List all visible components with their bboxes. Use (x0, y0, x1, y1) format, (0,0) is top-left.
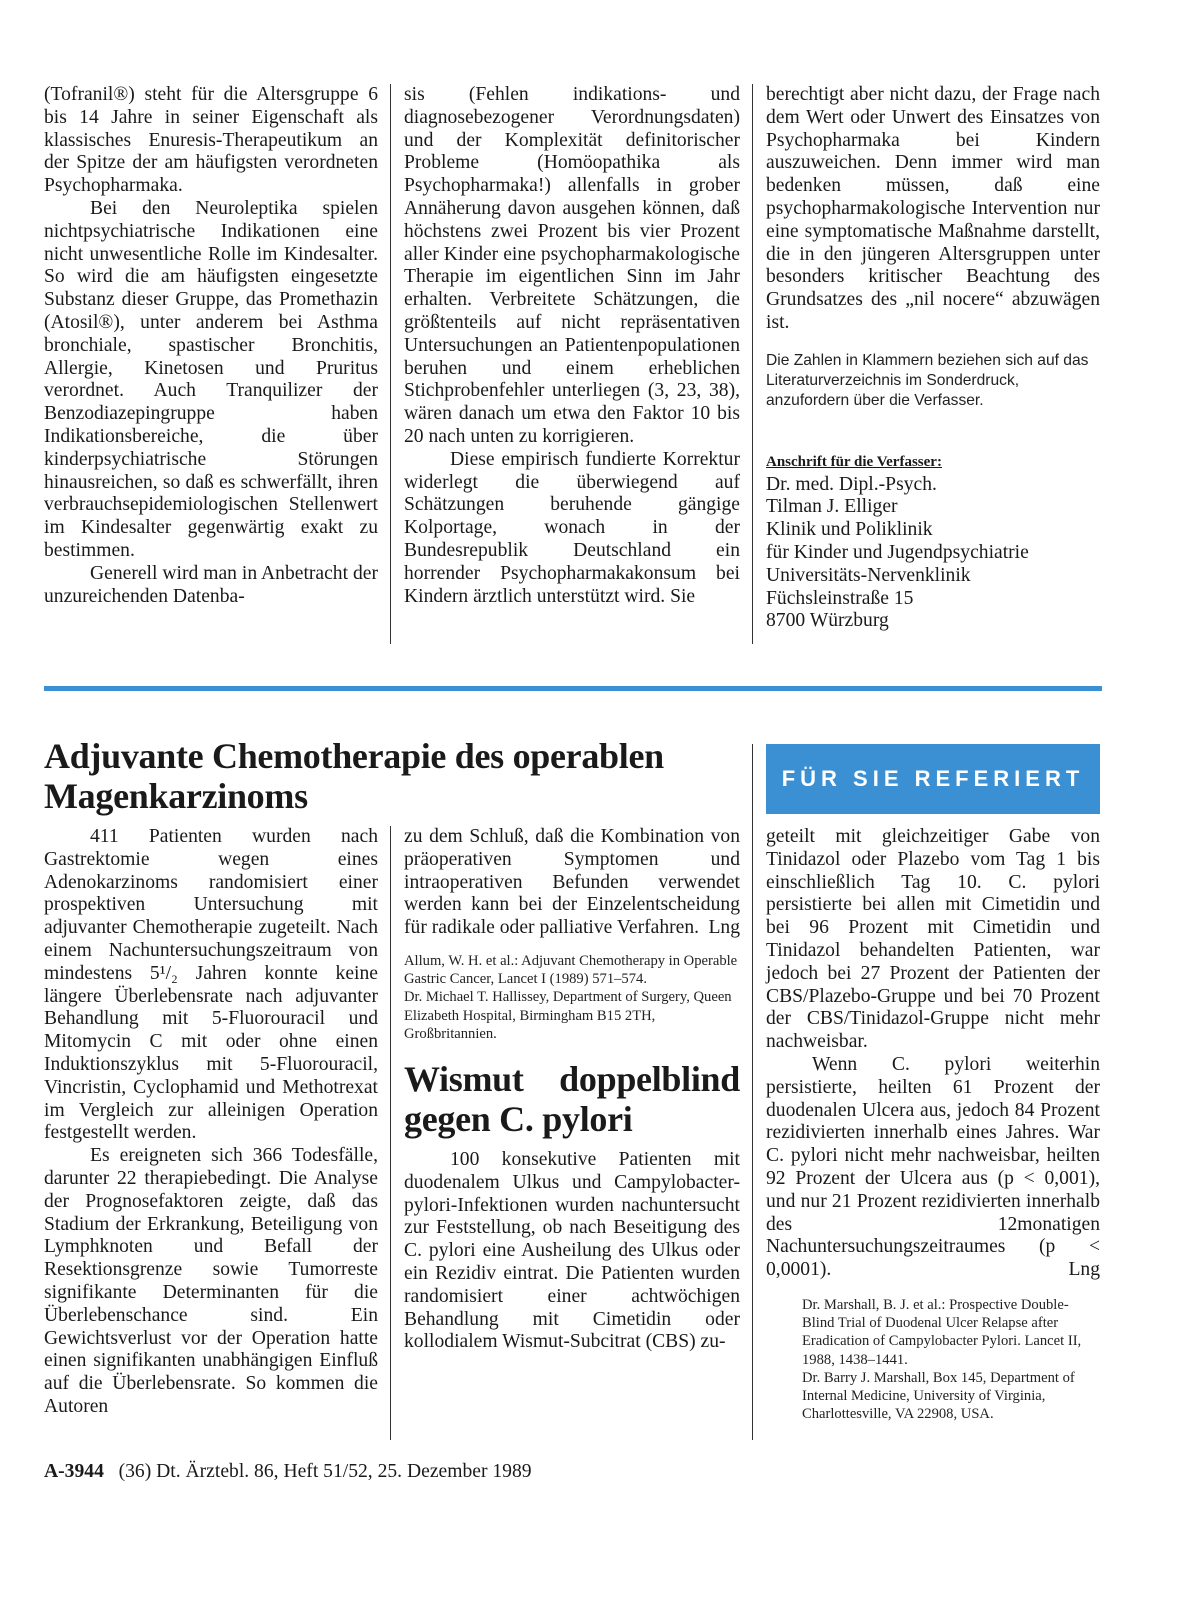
address-line: 8700 Würzburg (766, 610, 889, 632)
top-column-2 (404, 84, 740, 608)
address-line: für Kinder und Jugendpsychiatrie (766, 541, 1029, 563)
reference: Dr. Marshall, B. J. et al.: Prospective Double-Blind Trial of Duodenal Ulcer Relapse after Eradication of Campylobacter Pylori. Lancet II, 1988, 1438–1441. (802, 1296, 1082, 1368)
section-badge (766, 744, 1100, 814)
paragraph: Diese empirisch fundierte Korrektur widerlegt die überwiegend auf Schätzungen beruhende gängige Kolportage, wonach in der Bundesrepublik Deutschland ein horrender Psychopharmakakonsum bei Kindern ärztlich unterstützt wird. Sie (404, 448, 740, 607)
address-line: Dr. med. Dipl.-Psych. (766, 473, 937, 495)
paragraph: Generell wird man in Anbetracht der unzureichenden Datenba- (44, 562, 378, 607)
paragraph: sis (Fehlen indikations- und diagnosebezogener Verordnungsdaten) und der Komplexität definitorischer Probleme (Homöopathika als Psychopharmaka!) allenfalls in grober Annäherung davon ausgehen können, daß höchstens zwei Prozent bis vier Prozent aller Kinder eine psychopharmakologische Therapie im eigentlichen Sinn im Jahr erhalten. Verbreitete Schätzungen, die größtenteils auf nicht repräsentativen Untersuchungen an Patientenpopulationen beruhen und einem erheblichen Stichprobenfehler unterliegen (3, 23, 38), wären danach um etwa den Faktor 10 bis 20 nach unten zu korrigieren. (404, 84, 740, 447)
paragraph: (Tofranil®) steht für die Altersgruppe 6 bis 14 Jahre in seiner Eigenschaft als klassisches Enuresis-Therapeutikum an der Spitze der am häufigsten verordneten Psychopharmaka. (44, 84, 378, 197)
paragraph: berechtigt aber nicht dazu, der Frage nach dem Wert oder Unwert des Einsatzes von Psychopharmaka bei Kindern auszuweichen. Denn immer wird man bedenken müssen, daß eine psychopharmakologische Intervention nur eine symptomatische Maßnahme darstellt, die in den jüngeren Altersgruppen unter besonders kritischer Beachtung des Grundsatzes des „nil nocere“ abzuwägen ist. (766, 84, 1100, 333)
address-line: Tilman J. Elliger (766, 496, 898, 518)
section-divider (44, 686, 1102, 691)
page-number: A-3944 (44, 1461, 104, 1482)
column-divider (390, 826, 391, 1440)
paragraph (404, 826, 740, 940)
top-column-1 (44, 84, 378, 608)
paragraph: 411 Patienten wurden nach Gastrektomie wegen eines Adenokarzinoms randomisiert einer prospektiven Untersuchung mit adjuvanter Chemotherapie zugeteilt. Nach einem Nachuntersuchungszeitraum von mindestens 5¹/₂ Jahren konnte keine längere Überlebensrate nach adjuvanter Behandlung mit 5-Fluorouracil und Mitomycin C mit oder ohne einen Induktionszyklus mit 5-Fluorouracil, Vincristin, Cyclophamid und Methotrexat im Vergleich zur alleinigen Operation festgestellt werden. (44, 826, 378, 1144)
section-badge-label: FÜR SIE REFERIERT (781, 766, 1085, 791)
address-heading: Anschrift für die Verfasser: (766, 453, 942, 470)
author-signature: Lng (708, 917, 740, 939)
paragraph-text: zu dem Schluß, daß die Kombination von präoperativen Symptomen und intraoperativen Befunden verwendet werden kann bei der Einzelentscheidung für radikale oder palliative Verfahren. (404, 826, 740, 939)
column-divider (752, 744, 753, 1440)
top-column-3 (766, 84, 1100, 633)
paragraph (766, 1054, 1100, 1282)
paragraph: Bei den Neuroleptika spielen nichtpsychiatrische Indikationen eine nicht unwesentliche Rolle im Kindesalter. So wird die am häufigsten eingesetzte Substanz dieser Gruppe, das Promethazin (Atosil®), unter anderem bei Asthma bronchiale, spastischer Bronchitis, Allergie, Kinetosen und Pruritus verordnet. Auch Tranquilizer der Benzodiazepingruppe haben Indikationsbereiche, die über kinderpsychiatrische Störungen hinausreichen, so daß es schwerfällt, ihren verbrauchsepidemiologischen Stellenwert im Kindesalter gegenwärtig exakt zu bestimmen. (44, 197, 378, 561)
paragraph: 100 konsekutive Patienten mit duodenalem Ulkus und Campylobacter-pylori-Infektionen wurden nachuntersucht zur Feststellung, ob nach Beseitigung des C. pylori eine Ausheilung des Ulkus oder ein Rezidiv eintrat. Die Patienten wurden randomisiert einer achtwöchigen Behandlung mit Cimetidin oder kollodialem Wismut-Subcitrat (CBS) zu- (404, 1149, 740, 1353)
article-title: Adjuvante Chemotherapie des operablen Magenkarzinoms (44, 736, 664, 816)
address-line: Klinik und Poliklinik (766, 519, 933, 541)
bibliography-note: Die Zahlen in Klammern beziehen sich auf das Literaturverzeichnis im Sonderdruck, anzufordern über die Verfasser. (766, 351, 1089, 409)
reference: Dr. Barry J. Marshall, Box 145, Department of Internal Medicine, University of Virginia, Charlottesville, VA 22908, USA. (802, 1369, 1075, 1423)
paragraph-text: Wenn C. pylori weiterhin persistierte, heilten 61 Prozent der duodenalen Ulcera aus, jedoch 84 Prozent rezidivierten innerhalb eines Jahres. War C. pylori nicht mehr nachweisbar, heilten 92 Prozent der Ulcera aus (p < 0,001), und nur 21 Prozent rezidivierten innerhalb des 12monatigen Nachuntersuchungszeitraumes (p < 0,0001). (766, 1053, 1100, 1281)
reference: Allum, W. H. et al.: Adjuvant Chemotherapy in Operable Gastric Cancer, Lancet I (1989) 571–574. (404, 952, 738, 988)
journal-citation: (36) Dt. Ärztebl. 86, Heft 51/52, 25. Dezember 1989 (118, 1461, 532, 1482)
article1-column-1 (44, 826, 378, 1419)
column-divider (752, 84, 753, 644)
address-line: Universitäts-Nervenklinik (766, 564, 971, 586)
reference: Dr. Michael T. Hallissey, Department of Surgery, Queen Elizabeth Hospital, Birmingham B15 2TH, Großbritannien. (404, 989, 732, 1042)
page-footer (44, 1460, 532, 1484)
column-divider (390, 84, 391, 644)
article-title: Wismut doppelblind gegen C. pylori (404, 1059, 740, 1139)
author-signature: Lng (1068, 1259, 1100, 1281)
article2-column-3 (766, 826, 1100, 1423)
article1-column-2 (404, 826, 740, 1354)
paragraph: Es ereigneten sich 366 Todesfälle, darunter 22 therapiebedingt. Die Analyse der Prognosefaktoren zeigte, daß das Stadium der Erkrankung, Beteiligung von Lymphknoten und Befall der Resektionsgrenze sowie Tumorreste signifikante Determinanten für die Überlebenschance sind. Ein Gewichtsverlust vor der Operation hatte einen signifikanten unabhängigen Einfluß auf die Überlebensrate. So kommen die Autoren (44, 1145, 378, 1417)
address-line: Füchsleinstraße 15 (766, 587, 914, 609)
paragraph: geteilt mit gleichzeitiger Gabe von Tinidazol oder Plazebo vom Tag 1 bis einschließlich Tag 10. C. pylori persistierte bei allen mit Cimetidin und bei 96 Prozent mit Cimetidin und Tinidazol behandelten Patienten, war jedoch bei 27 Prozent der Patienten der CBS/Plazebo-Gruppe und bei 70 Prozent der CBS/Tinidazol-Gruppe nicht mehr nachweisbar. (766, 826, 1100, 1053)
